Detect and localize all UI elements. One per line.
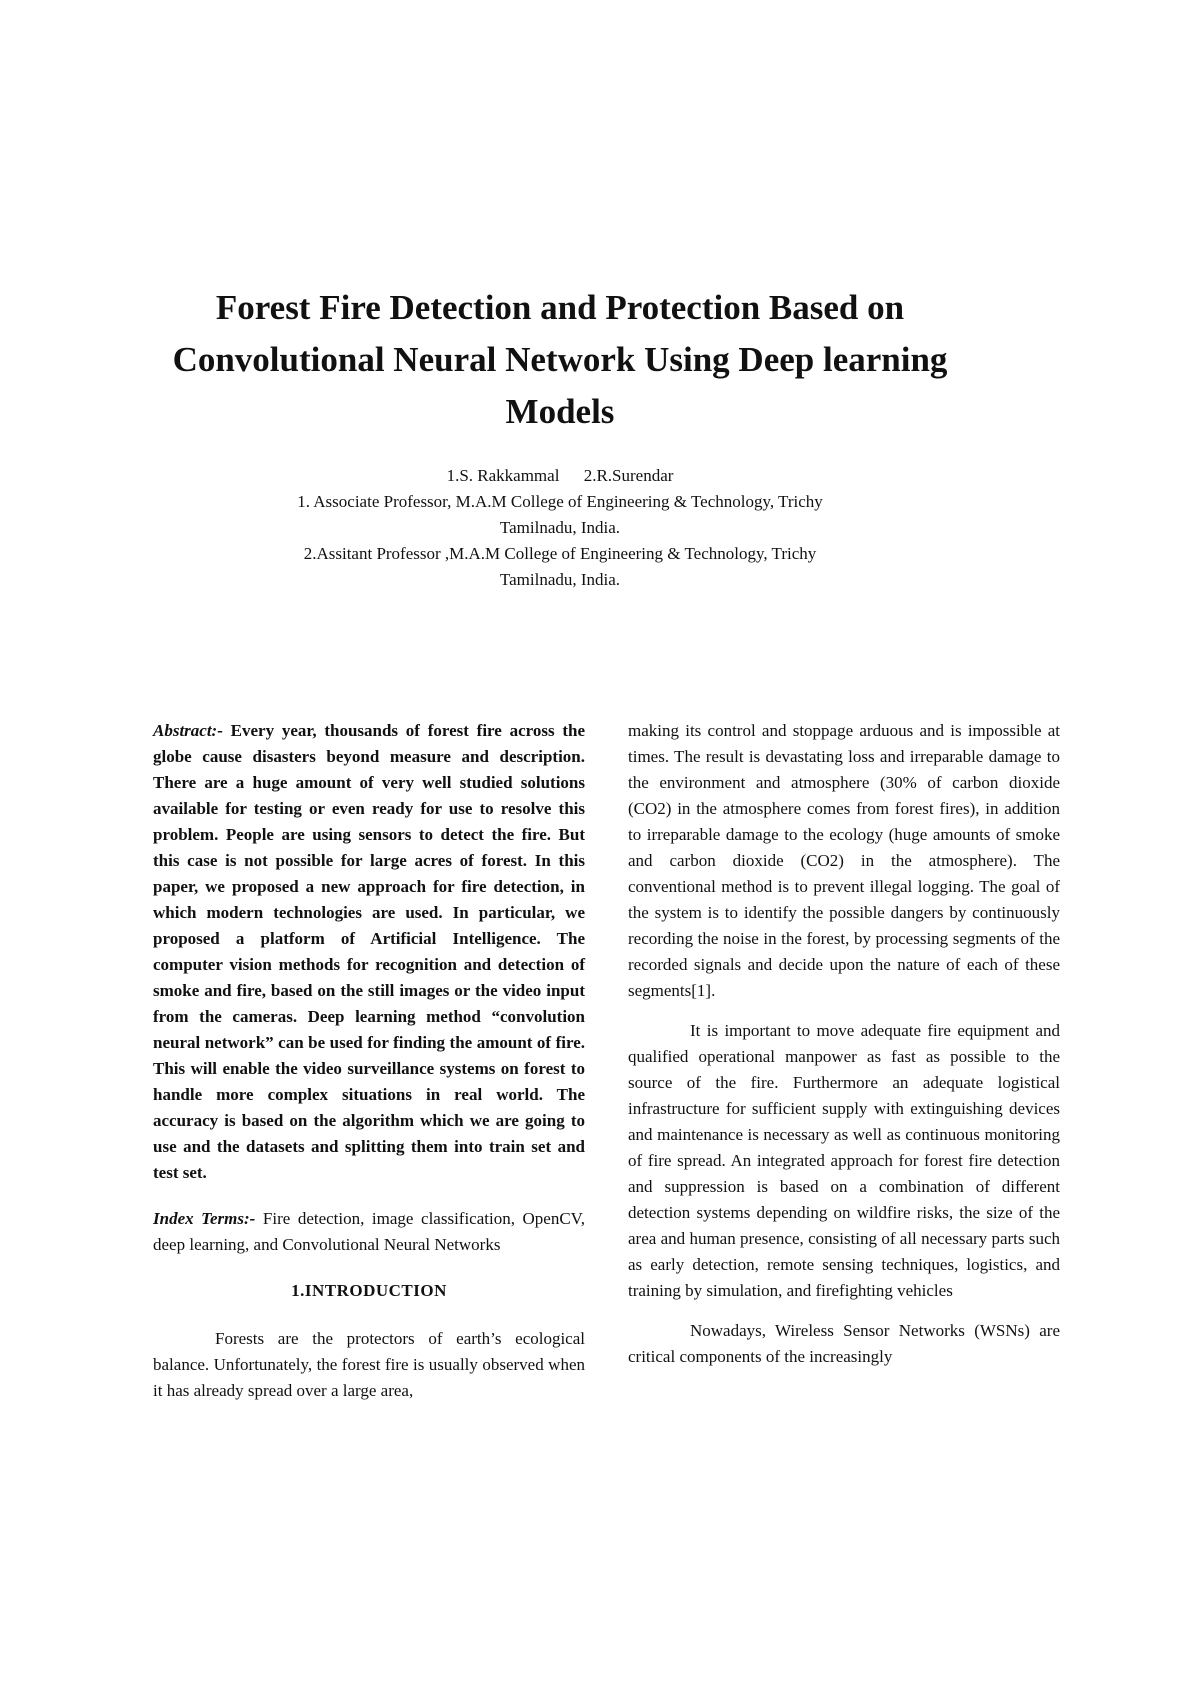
abstract-label: Abstract:- (153, 721, 223, 740)
left-column (153, 718, 585, 1404)
section-heading-introduction: 1.INTRODUCTION (291, 1281, 447, 1300)
author-1: 1.S. Rakkammal (446, 466, 560, 485)
author-names (150, 463, 970, 489)
intro-paragraph-1-continued: making its control and stoppage arduous and is impossible at times. The result is devastating loss and irreparable damage to the environment and atmosphere (30% of carbon dioxide (CO2) in the atmosphere comes from forest fires), in addition to irreparable damage to the ecology (huge amounts of smoke and carbon dioxide (CO2) in the atmosphere). The conventional method is to prevent illegal logging. The goal of the system is to identify the possible dangers by continuously recording the noise in the forest, by processing segments of the recorded signals and decide upon the nature of each of these segments[1]. (628, 721, 1060, 1000)
intro-paragraph-1: Forests are the protectors of earth’s ecological balance. Unfortunately, the forest fire is usually observed when it has already spread over a large area, (153, 1329, 585, 1400)
index-terms-text: Fire detection, image classification, OpenCV, deep learning, and Convolutional Neural Networks (153, 1209, 586, 1254)
index-terms-label: Index Terms:- (153, 1209, 256, 1228)
author-2: 2.R.Surendar (583, 466, 674, 485)
author-block (150, 463, 970, 593)
affiliation-2-line-2: Tamilnadu, India. (499, 570, 621, 589)
index-terms (153, 1206, 585, 1258)
paper-title: Forest Fire Detection and Protection Based on Convolutional Neural Network Using Deep learning Models (172, 288, 948, 431)
intro-paragraph-3: Nowadays, Wireless Sensor Networks (WSNs) are critical components of the increasingly (628, 1321, 1060, 1366)
intro-paragraph-2: It is important to move adequate fire equipment and qualified operational manpower as fast as possible to the source of the fire. Furthermore an adequate logistical infrastructure for sufficient supply with extinguishing devices and maintenance is necessary as well as continuous monitoring of fire spread. An integrated approach for forest fire detection and suppression is based on a combination of different detection systems depending on wildfire risks, the size of the area and human presence, consisting of all necessary parts such as early detection, remote sensing techniques, logistics, and training by simulation, and firefighting vehicles (628, 1021, 1060, 1300)
affiliation-1-line-2: Tamilnadu, India. (499, 518, 621, 537)
abstract-text: Every year, thousands of forest fire across the globe cause disasters beyond measure and description. There are a huge amount of very well studied solutions available for testing or even ready for use to resolve this problem. People are using sensors to detect the fire. But this case is not possible for large acres of forest. In this paper, we proposed a new approach for fire detection, in which modern technologies are used. In particular, we proposed a platform of Artificial Intelligence. The computer vision methods for recognition and detection of smoke and fire, based on the still images or the video input from the cameras. Deep learning method “convolution neural network” can be used for finding the amount of fire. This will enable the video surveillance systems on forest to handle more complex situations in real world. The accuracy is based on the algorithm which we are going to use and the datasets and splitting them into train set and test set. (153, 721, 585, 1182)
affiliation-1-line-1: 1. Associate Professor, M.A.M College of Engineering & Technology, Trichy (297, 492, 823, 511)
right-column (628, 718, 1060, 1370)
affiliation-2-line-1: 2.Assitant Professor ,M.A.M College of Engineering & Technology, Trichy (303, 544, 817, 563)
abstract (153, 718, 585, 1186)
